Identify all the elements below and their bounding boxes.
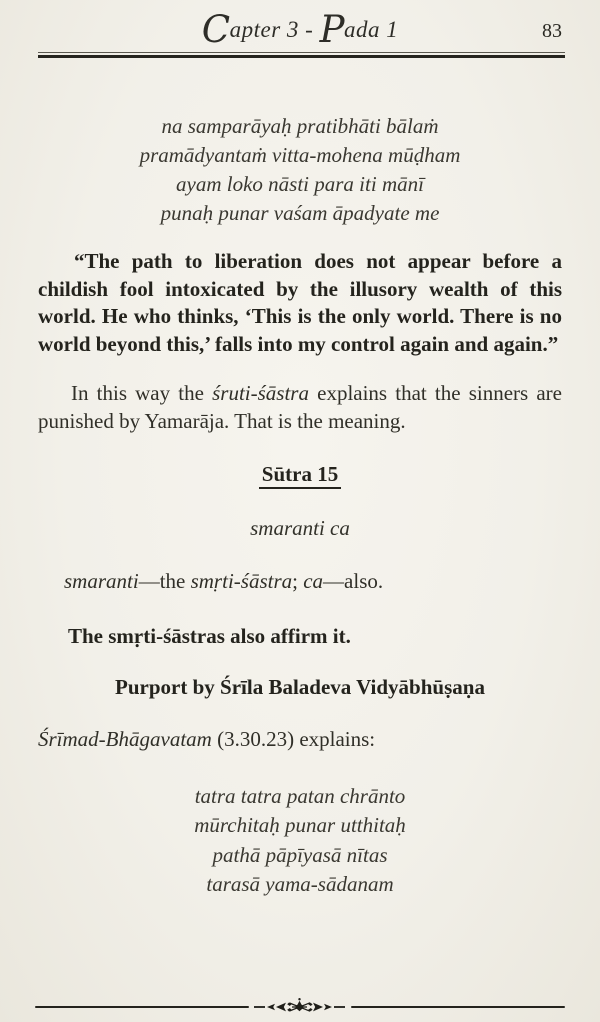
- sutra-sanskrit-text: smaranti ca: [250, 516, 350, 540]
- word-meaning-gloss: —also.: [323, 569, 384, 593]
- word-meaning-separator: ;: [292, 569, 304, 593]
- verse-translation-paragraph: “The path to liberation does not appear before a childish fool intoxicated by the illusory wealth of this world. He who thinks, ‘This is the only world. There is no world beyond this,’ falls into my control again and again.”: [38, 249, 562, 356]
- verse-line: na samparāyaḥ pratibhāti bālaṁ: [161, 114, 439, 138]
- commentary-paragraph: [38, 380, 562, 435]
- page-body: [0, 112, 600, 900]
- word-meaning-term: smṛti-śāstra: [190, 569, 293, 593]
- sanskrit-verse-1: [38, 112, 562, 228]
- verse-line: mūrchitaḥ punar utthitaḥ: [194, 813, 406, 837]
- running-title-initial: P: [319, 8, 345, 51]
- commentary-italic-term: śruti-śāstra: [212, 381, 309, 405]
- word-meaning-term: smaranti: [64, 569, 139, 593]
- word-meanings-line: [38, 568, 562, 596]
- verse-line: punaḥ punar vaśam āpadyate me: [160, 201, 440, 225]
- verse-line: tatra tatra patan chrānto: [194, 783, 406, 808]
- sanskrit-verse-2: [38, 782, 562, 900]
- footer-divider: [35, 997, 565, 1017]
- sutra-heading-label: Sūtra 15: [259, 462, 341, 489]
- purport-heading: Purport by Śrīla Baladeva Vidyābhūṣaṇa: [115, 675, 485, 699]
- word-meaning-term: ca: [303, 569, 324, 593]
- running-title-text: apter 3 -: [229, 17, 320, 42]
- source-reference-line: [38, 726, 562, 754]
- verse-line: ayam loko nāsti para iti mānī: [176, 172, 424, 196]
- word-meaning-gloss: —the: [138, 569, 191, 593]
- commentary-text: In this way the: [71, 381, 213, 405]
- sutra-heading: [38, 461, 562, 488]
- verse-line: pathā pāpīyasā nītas: [212, 842, 388, 867]
- source-reference-text: (3.30.23) explains:: [211, 727, 376, 751]
- footer-rule-right: [351, 1006, 565, 1008]
- source-title: Śrīmad-Bhāgavatam: [38, 727, 212, 751]
- header-rule: [38, 52, 565, 58]
- sutra-translation: The smṛti-śāstras also affirm it.: [68, 623, 351, 648]
- footer-rule-left: [35, 1006, 249, 1008]
- verse-line: tarasā yama-sādanam: [206, 872, 394, 896]
- verse-line: pramādyantaṁ vitta-mohena mūḍham: [139, 143, 461, 167]
- running-title-text: ada 1: [343, 17, 399, 42]
- chapter-running-title: [0, 8, 600, 51]
- page-header: [0, 0, 600, 52]
- running-title-initial: C: [201, 8, 231, 51]
- footer-ornament-icon: [254, 997, 346, 1017]
- page-number: 83: [542, 20, 562, 42]
- commentary-text: explains that the sinners are punished by Yamarāja. That is the meaning.: [38, 381, 562, 433]
